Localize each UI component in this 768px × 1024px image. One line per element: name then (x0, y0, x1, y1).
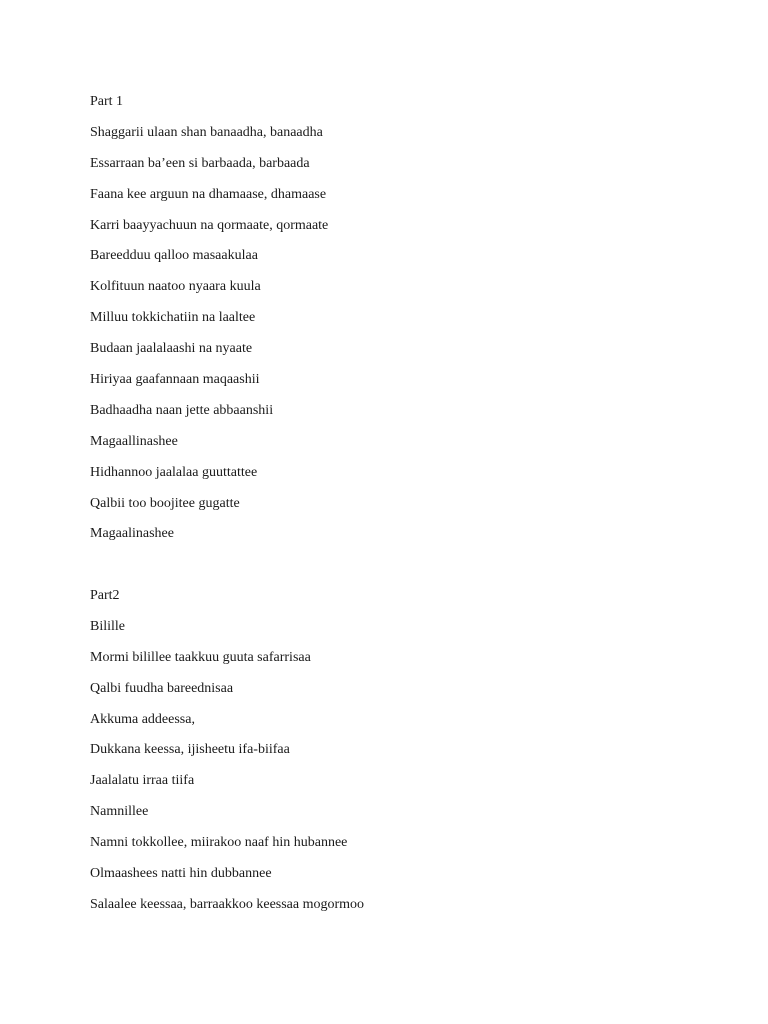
lyric-line: Milluu tokkichatiin na laaltee (90, 310, 256, 326)
part-1-heading: Part 1 (90, 94, 124, 109)
lyric-line: Namnillee (90, 804, 149, 820)
lyric-line: Hidhannoo jaalalaa guuttattee (90, 464, 258, 480)
lyric-line: Magaallinashee (90, 433, 178, 449)
lyric-line: Jaalalatu irraa tiifa (90, 773, 195, 789)
lyric-line: Essarraan ba’een si barbaada, barbaada (90, 155, 310, 171)
lyric-line: Karri baayyachuun na qormaate, qormaate (90, 217, 329, 233)
lyric-line: Shaggarii ulaan shan banaadha, banaadha (90, 124, 323, 140)
part-2-heading: Part2 (90, 588, 120, 603)
lyric-line: Akkuma addeessa, (90, 711, 195, 727)
lyric-line: Faana kee arguun na dhamaase, dhamaase (90, 186, 327, 202)
lyric-line: Kolfituun naatoo nyaara kuula (90, 279, 261, 295)
part-1-section (90, 91, 690, 554)
lyric-line: Salaalee keessaa, barraakkoo keessaa mogormoo (90, 896, 365, 912)
lyric-line: Bilille (90, 618, 125, 634)
lyric-line: Dukkana keessa, ijisheetu ifa-biifaa (90, 742, 290, 758)
lyric-line: Namni tokkollee, miirakoo naaf hin hubannee (90, 835, 348, 851)
part-2-section (90, 585, 690, 925)
lyric-line: Qalbi fuudha bareednisaa (90, 680, 234, 696)
lyric-line: Mormi bilillee taakkuu guuta safarrisaa (90, 649, 311, 665)
lyric-line: Magaalinashee (90, 526, 174, 542)
lyric-line: Badhaadha naan jette abbaanshii (90, 402, 274, 418)
lyric-line: Budaan jaalalaashi na nyaate (90, 341, 253, 357)
lyric-line: Olmaashees natti hin dubbannee (90, 866, 272, 882)
lyric-line: Hiriyaa gaafannaan maqaashii (90, 372, 260, 388)
lyric-line: Bareedduu qalloo masaakulaa (90, 248, 258, 264)
lyric-line: Qalbii too boojitee gugatte (90, 495, 240, 511)
